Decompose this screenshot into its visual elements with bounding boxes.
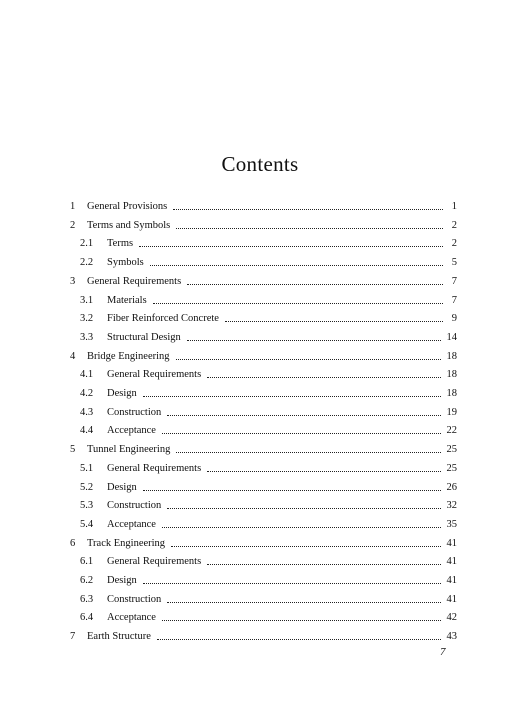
toc-entry-label: General Requirements [107, 369, 202, 381]
toc-entry-page: 9 [451, 313, 457, 325]
page-number: 7 [440, 646, 446, 658]
toc-leader-dots [176, 349, 441, 360]
toc-entry-number: 4.2 [80, 388, 94, 399]
toc-entry-number: 3.2 [80, 313, 94, 325]
toc-entry-number: 6.2 [80, 575, 94, 586]
toc-entry[interactable] [80, 497, 457, 515]
toc-leader-dots [173, 199, 443, 210]
toc-entry-label: Tunnel Engineering [87, 444, 171, 456]
toc-entry-label: Bridge Engineering [87, 350, 170, 362]
toc-entry-page: 22 [446, 425, 457, 437]
toc-entry-label: Track Engineering [87, 537, 166, 549]
toc-entry-page: 41 [446, 593, 457, 605]
toc-entry-page: 2 [451, 219, 457, 231]
toc-entry[interactable] [80, 385, 457, 403]
toc-leader-dots [171, 536, 440, 547]
toc-entry-label: General Requirements [107, 462, 202, 474]
toc-entry-page: 41 [446, 575, 457, 586]
toc-leader-dots [143, 573, 441, 584]
toc-entry-page: 14 [446, 331, 457, 343]
toc-entry-number: 2.1 [80, 238, 94, 250]
toc-entry-number: 1 [70, 201, 76, 212]
toc-entry-label: Earth Structure [87, 631, 151, 643]
toc-entry[interactable] [80, 516, 457, 534]
toc-entry[interactable] [80, 479, 457, 497]
toc-entry-number: 6.3 [80, 593, 94, 605]
toc-leader-dots [162, 423, 441, 434]
toc-entry[interactable] [80, 591, 457, 609]
toc-leader-dots [167, 592, 440, 603]
toc-entry[interactable] [70, 628, 457, 646]
toc-entry-page: 18 [446, 388, 457, 399]
toc-entry-page: 25 [446, 462, 457, 474]
toc-entry[interactable] [80, 310, 457, 328]
toc-leader-dots [157, 629, 441, 640]
toc-leader-dots [153, 293, 443, 304]
toc-entry-number: 4.1 [80, 369, 94, 381]
toc-entry[interactable] [80, 329, 457, 347]
toc-entry-page: 1 [451, 201, 457, 212]
page-title: Contents [221, 152, 299, 176]
toc-entry-page: 5 [451, 257, 457, 269]
toc-leader-dots [225, 311, 443, 322]
toc-entry-number: 5.1 [80, 462, 94, 474]
toc-entry-label: Design [107, 481, 137, 493]
toc-leader-dots [187, 274, 443, 285]
toc-leader-dots [167, 498, 440, 509]
toc-leader-dots [143, 480, 441, 491]
toc-entry-label: Structural Design [107, 331, 181, 343]
toc-entry-page: 18 [446, 369, 457, 381]
toc-entry-label: Design [107, 575, 137, 586]
toc-entry[interactable] [70, 441, 457, 459]
toc-entry-page: 19 [446, 406, 457, 418]
toc-entry-number: 4.4 [80, 425, 94, 437]
toc-entry-number: 4 [70, 350, 76, 362]
toc-entry[interactable] [70, 348, 457, 366]
toc-entry[interactable] [80, 292, 457, 310]
toc-entry-label: Terms [107, 238, 134, 250]
toc-entry-number: 6 [70, 537, 76, 549]
toc-entry[interactable] [80, 422, 457, 440]
toc-entry-page: 26 [446, 481, 457, 493]
toc-entry-label: Symbols [107, 257, 144, 269]
toc-entry-page: 35 [446, 518, 457, 530]
toc-leader-dots [143, 386, 441, 397]
toc-entry-number: 3 [70, 275, 76, 287]
toc-leader-dots [176, 218, 443, 229]
toc-entry-label: General Requirements [107, 556, 202, 568]
toc-leader-dots [150, 255, 443, 266]
toc-entry-label: Acceptance [107, 425, 156, 437]
toc-entry-label: General Provisions [87, 201, 168, 212]
toc-leader-dots [207, 367, 440, 378]
toc-entry-page: 7 [451, 275, 457, 287]
toc-entry-number: 7 [70, 631, 76, 643]
toc-entry[interactable] [80, 366, 457, 384]
toc-entry[interactable] [70, 273, 457, 291]
toc-entry[interactable] [70, 217, 457, 235]
toc-entry-number: 5.2 [80, 481, 94, 493]
toc-leader-dots [162, 517, 441, 528]
toc-entry[interactable] [80, 235, 457, 253]
toc-entry-number: 6.4 [80, 612, 94, 624]
toc-leader-dots [187, 330, 441, 341]
toc-entry-page: 41 [446, 537, 457, 549]
toc-entry-label: Acceptance [107, 518, 156, 530]
toc-entry-page: 41 [446, 556, 457, 568]
toc-entry-page: 43 [446, 631, 457, 643]
toc-entry-label: General Requirements [87, 275, 182, 287]
toc-entry[interactable] [80, 254, 457, 272]
toc-entry[interactable] [80, 404, 457, 422]
toc-entry[interactable] [80, 609, 457, 627]
toc-entry-label: Acceptance [107, 612, 156, 624]
toc-entry-page: 18 [446, 350, 457, 362]
toc-entry-number: 6.1 [80, 556, 94, 568]
toc-entry[interactable] [80, 553, 457, 571]
toc-leader-dots [167, 405, 440, 416]
toc-entry-label: Materials [107, 294, 147, 306]
toc-leader-dots [176, 442, 440, 453]
toc-entry-number: 5 [70, 444, 76, 456]
toc-leader-dots [207, 554, 440, 565]
toc-entry-label: Construction [107, 593, 162, 605]
toc-leader-dots [207, 461, 440, 472]
toc-entry[interactable] [80, 460, 457, 478]
toc-entry-page: 7 [451, 294, 457, 306]
toc-entry-page: 2 [451, 238, 457, 250]
toc-entry-number: 5.3 [80, 500, 94, 512]
toc-entry-page: 32 [446, 500, 457, 512]
toc-leader-dots [162, 610, 441, 621]
toc-entry-number: 5.4 [80, 518, 94, 530]
toc-entry-page: 25 [446, 444, 457, 456]
toc-entry-label: Design [107, 388, 137, 399]
toc-entry[interactable] [70, 535, 457, 553]
toc-entry[interactable] [70, 198, 457, 216]
toc-entry-label: Construction [107, 406, 162, 418]
toc-entry-label: Construction [107, 500, 162, 512]
toc-entry-page: 42 [446, 612, 457, 624]
toc-entry-label: Fiber Reinforced Concrete [107, 313, 219, 325]
toc-leader-dots [139, 236, 443, 247]
toc-entry-label: Terms and Symbols [87, 219, 171, 231]
toc-entry-number: 3.3 [80, 331, 94, 343]
toc-entry-number: 2 [70, 219, 76, 231]
toc-entry-number: 4.3 [80, 406, 94, 418]
toc-entry[interactable] [80, 572, 457, 590]
toc-entry-number: 2.2 [80, 257, 94, 269]
toc-entry-number: 3.1 [80, 294, 94, 306]
